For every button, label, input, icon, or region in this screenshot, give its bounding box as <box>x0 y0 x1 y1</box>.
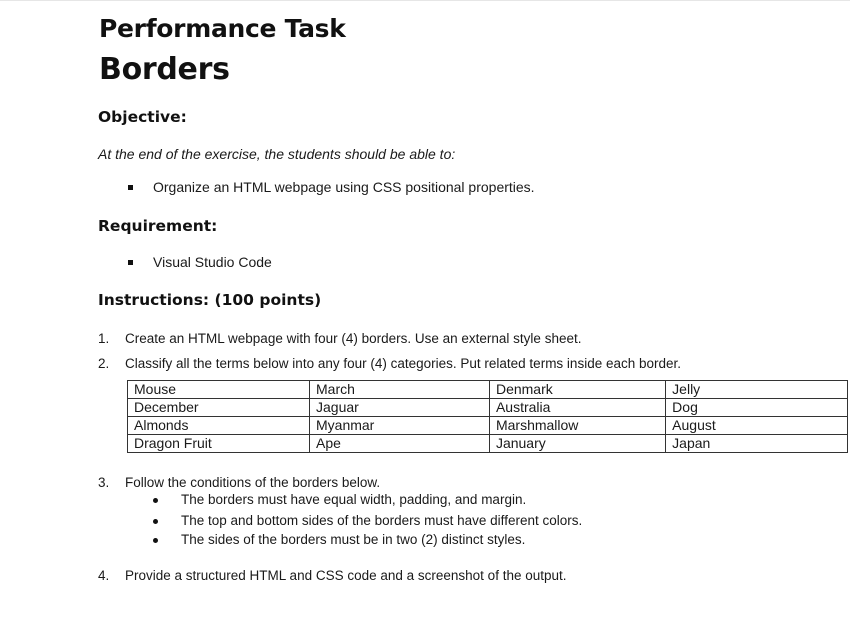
table-cell: Jelly <box>666 381 848 399</box>
requirement-heading: Requirement: <box>98 217 218 235</box>
table-cell: Denmark <box>489 381 665 399</box>
step-text: Follow the conditions of the borders below. <box>125 475 381 490</box>
condition-item: The top and bottom sides of the borders must have different colors. <box>181 513 583 528</box>
table-row <box>128 399 848 417</box>
table-row <box>128 381 848 399</box>
table-cell: Jaguar <box>310 399 490 417</box>
condition-item: The borders must have equal width, padding, and margin. <box>181 492 527 507</box>
table-cell: March <box>310 381 490 399</box>
table-cell: Marshmallow <box>489 417 665 435</box>
table-cell: Ape <box>310 435 490 453</box>
document-title: Performance Task <box>99 14 346 43</box>
document-subtitle: Borders <box>99 52 230 87</box>
table-row <box>128 435 848 453</box>
requirement-item: Visual Studio Code <box>153 254 272 270</box>
table-cell: Japan <box>666 435 848 453</box>
step-number: 4. <box>98 568 110 583</box>
table-cell: Dog <box>666 399 848 417</box>
table-cell: December <box>128 399 310 417</box>
bullet-dot-icon <box>153 498 158 503</box>
objective-intro: At the end of the exercise, the students should be able to: <box>98 146 456 162</box>
bullet-dot-icon <box>153 519 158 524</box>
bullet-dot-icon <box>153 538 158 543</box>
objective-item: Organize an HTML webpage using CSS positional properties. <box>153 179 535 195</box>
table-row <box>128 417 848 435</box>
terms-table <box>127 380 848 453</box>
table-cell: Almonds <box>128 417 310 435</box>
step-text: Provide a structured HTML and CSS code and a screenshot of the output. <box>125 568 567 583</box>
table-cell: Mouse <box>128 381 310 399</box>
table-cell: August <box>666 417 848 435</box>
step-text: Classify all the terms below into any four (4) categories. Put related terms inside each border. <box>125 356 682 371</box>
table-cell: Dragon Fruit <box>128 435 310 453</box>
table-cell: Australia <box>489 399 665 417</box>
page-top-edge <box>0 0 850 1</box>
instructions-heading: Instructions: (100 points) <box>98 291 322 309</box>
objective-heading: Objective: <box>98 108 187 126</box>
table-cell: Myanmar <box>310 417 490 435</box>
step-number: 1. <box>98 331 110 346</box>
condition-item: The sides of the borders must be in two (2) distinct styles. <box>181 532 526 547</box>
square-bullet-icon <box>128 260 133 265</box>
square-bullet-icon <box>128 185 133 190</box>
step-number: 3. <box>98 475 110 490</box>
step-text: Create an HTML webpage with four (4) borders. Use an external style sheet. <box>125 331 582 346</box>
table-cell: January <box>489 435 665 453</box>
step-number: 2. <box>98 356 110 371</box>
